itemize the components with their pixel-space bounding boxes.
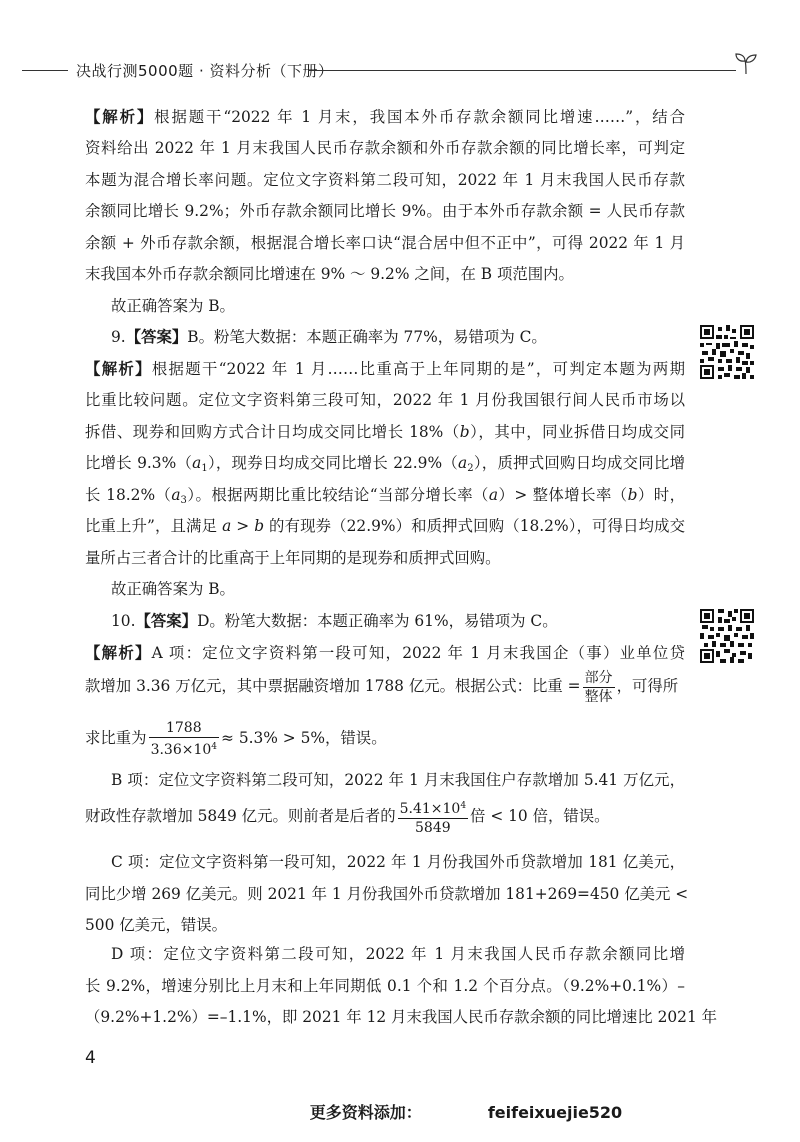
q9-explanation-line-5: 长 $18.2\%(a_3)$。根据两期比重比较结论“当部分增长率（a）> 整体增长率（b）时， xyxy=(85,486,685,506)
footer-contact-id: feifeixuejie520 xyxy=(487,1103,623,1122)
q9-answer: 9.【答案】B。粉笔大数据：本题正确率为 77%，易错项为 C。 xyxy=(111,328,547,346)
q10-explanation-d-line-3: （9.2%+1.2%）=–1.1%，即 2021 年 12 月末我国人民币存款余额的同比增速比 2021 年 xyxy=(85,1008,718,1026)
footer-contact xyxy=(0,1100,800,1123)
q9-explanation-line-6: 比重上升”，且满足 a > b 的有现券（22.9%）和质押式回购（18.2%），可得日均成交 xyxy=(85,517,685,535)
footer-label: 更多资料添加： feifeixuejie520 xyxy=(309,1103,623,1122)
fraction-1788: $\frac{1788}{3.36\times 10^4}$ xyxy=(150,720,218,758)
page-number: 4 xyxy=(85,1048,96,1068)
q8-explanation-line-2: 资料给出 2022 年 1 月末我国人民币存款余额和外币存款余额的同比增长率，可判定 xyxy=(85,139,685,157)
q8-explanation-line-5: 余额 + 外币存款余额，根据混合增长率口诀“混合居中但不正中”，可得 2022 年 1 月 xyxy=(85,234,685,252)
fraction-5-41: $\frac{5.41\times 10^4}{5849}$ xyxy=(398,797,468,837)
q10-explanation-d-line-2: 长 9.2%，增速分别比上月末和上年同期低 0.1 个和 1.2 个百分点。（9.2%+0.1%）– xyxy=(85,977,685,995)
q9-explanation-line-1: 【解析】根据题干“2022 年 1 月……比重高于上年同期的是”，可判定本题为两期 xyxy=(85,360,685,378)
q10-answer: 10.【答案】D。粉笔大数据：本题正确率为 61%，易错项为 C。 xyxy=(111,612,558,630)
q8-conclusion: 故正确答案为 B。 xyxy=(111,297,235,315)
qr-code-icon[interactable] xyxy=(700,325,754,379)
q10-explanation-c-line-3: 500 亿美元，错误。 xyxy=(85,916,228,934)
fraction-part-over-whole: $\frac{\text{部分}}{\text{整体}}$ xyxy=(584,669,613,705)
q10-explanation-c-line-1: C 项：定位文字资料第一段可知，2022 年 1 月份我国外币贷款增加 181 亿美元， xyxy=(111,853,685,871)
q10-explanation-a-line-2: 款增加 3.36 万亿元，其中票据融资增加 1788 亿元。根据公式：比重 = $\frac{\text{部分}}{\text{整体}}$ ，可得所 xyxy=(85,669,679,705)
q10-explanation-b-line-1: B 项：定位文字资料第二段可知，2022 年 1 月末我国住户存款增加 5.41 万亿元， xyxy=(111,771,685,789)
header-title: 决战行测5000题 · 资料分析（下册） xyxy=(76,62,334,80)
q8-explanation-line-4: 余额同比增长 9.2%；外币存款余额同比增长 9%。由于本外币存款余额 = 人民币存款 xyxy=(85,202,685,220)
q9-explanation-line-3: 拆借、现券和回购方式合计日均成交同比增长 18%（b），其中，同业拆借日均成交同 xyxy=(85,423,685,441)
q9-explanation-line-7: 量所占三者合计的比重高于上年同期的是现券和质押式回购。 xyxy=(85,549,501,567)
q8-explanation-line-3: 本题为混合增长率问题。定位文字资料第二段可知，2022 年 1 月末我国人民币存款 xyxy=(85,171,685,189)
q10-explanation-c-line-2: 同比少增 269 亿美元。则 2021 年 1 月份我国外币贷款增加 181+269=450 亿美元 < xyxy=(85,885,689,903)
qr-code-icon[interactable] xyxy=(700,609,754,663)
q10-explanation-a-line-3: 求比重为 $\frac{1788}{3.36\times 10^4}$ ≈ 5.3% > 5%，错误。 xyxy=(85,720,387,758)
q9-explanation-line-4: 比增长 $9.3\%(a_1)$，现券日均成交同比增长 $22.9\%(a_2)$，质押式回购日均成交同比增 xyxy=(85,454,685,474)
q9-conclusion: 故正确答案为 B。 xyxy=(111,580,235,598)
q9-explanation-line-2: 比重比较问题。定位文字资料第三段可知，2022 年 1 月份我国银行间人民币市场以 xyxy=(85,391,685,409)
q8-explanation-line-1: 【解析】根据题干“2022 年 1 月末，我国本外币存款余额同比增速……”，结合 xyxy=(85,108,685,126)
q10-explanation-d-line-1: D 项：定位文字资料第二段可知，2022 年 1 月末我国人民币存款余额同比增 xyxy=(111,945,685,963)
q8-explanation-line-6: 末我国本外币存款余额同比增速在 9% ～ 9.2% 之间，在 B 项范围内。 xyxy=(85,265,574,283)
q10-explanation-a-line-1: 【解析】A 项：定位文字资料第一段可知，2022 年 1 月末我国企（事）业单位贷 xyxy=(85,644,685,662)
q10-explanation-b-line-2: 财政性存款增加 5849 亿元。则前者是后者的 $\frac{5.41\times 10^4}{5849}$ 倍 < 10 倍，错误。 xyxy=(85,794,685,838)
